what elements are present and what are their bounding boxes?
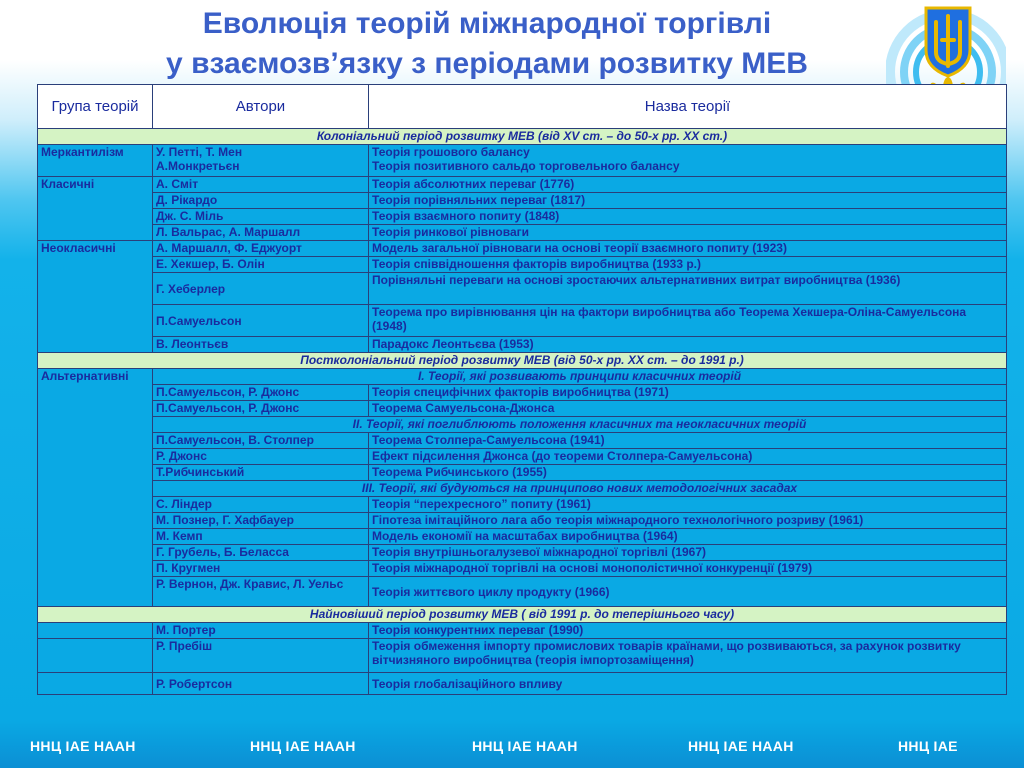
table-row <box>38 177 1007 193</box>
group-cell <box>38 639 153 673</box>
authors-cell: Р. Пребіш <box>153 639 369 673</box>
table-row <box>38 577 1007 607</box>
table-row <box>38 241 1007 257</box>
footer-org-label: ННЦ ІАЕ НААН <box>250 738 356 754</box>
theory-cell: Теорія життєвого циклу продукту (1966) <box>369 577 1007 607</box>
table-row <box>38 209 1007 225</box>
theory-cell: Гіпотеза імітаційного лага або теорія міжнародного технологічного розриву (1961) <box>369 513 1007 529</box>
group-cell: Неокласичні <box>38 241 153 353</box>
theory-cell: Теорія порівняльних переваг (1817) <box>369 193 1007 209</box>
authors-cell: С. Ліндер <box>153 497 369 513</box>
table-row <box>38 465 1007 481</box>
footer <box>0 738 1024 758</box>
authors-cell: Г. Хеберлер <box>153 273 369 305</box>
table-row <box>38 145 1007 177</box>
group-cell <box>38 673 153 695</box>
theory-cell: Модель загальної рівноваги на основі теорії взаємного попиту (1923) <box>369 241 1007 257</box>
group-cell <box>38 623 153 639</box>
period-colonial: Колоніальний період розвитку МЕВ (від XV ст. – до 50-х рр. XX ст.) <box>38 129 1007 145</box>
table-row <box>38 225 1007 241</box>
table-row <box>38 545 1007 561</box>
theory-cell: Теорія внутрішньогалузевої міжнародної торгівлі (1967) <box>369 545 1007 561</box>
table-header-row <box>38 85 1007 129</box>
table-row <box>38 385 1007 401</box>
authors-cell: У. Петті, Т. Мен А.Монкретьєн <box>153 145 369 177</box>
table-row <box>38 639 1007 673</box>
theory-cell: Теорія абсолютних переваг (1776) <box>369 177 1007 193</box>
theory-cell: Порівняльні переваги на основі зростаючих альтернативних витрат виробництва (1936) <box>369 273 1007 305</box>
subgroup-heading: ІІ. Теорії, які поглиблюють положення класичних та неокласичних теорій <box>153 417 1007 433</box>
table-row <box>38 193 1007 209</box>
theory-cell: Теорія співвідношення факторів виробництва (1933 р.) <box>369 257 1007 273</box>
table-row <box>38 673 1007 695</box>
theory-cell: Модель економії на масштабах виробництва (1964) <box>369 529 1007 545</box>
header-group: Група теорій <box>38 85 153 129</box>
authors-cell: М. Кемп <box>153 529 369 545</box>
theory-cell: Парадокс Леонтьєва (1953) <box>369 337 1007 353</box>
theory-cell: Теорема Столпера-Самуельсона (1941) <box>369 433 1007 449</box>
authors-cell: П.Самуельсон <box>153 305 369 337</box>
theory-cell: Теорія ринкової рівноваги <box>369 225 1007 241</box>
footer-org-label: ННЦ ІАЕ <box>898 738 958 754</box>
authors-cell: В. Леонтьєв <box>153 337 369 353</box>
authors-cell: Дж. С. Міль <box>153 209 369 225</box>
header-authors: Автори <box>153 85 369 129</box>
table-row <box>38 369 1007 385</box>
footer-org-label: ННЦ ІАЕ НААН <box>472 738 578 754</box>
table-row <box>38 513 1007 529</box>
period-row <box>38 607 1007 623</box>
footer-org-label: ННЦ ІАЕ НААН <box>688 738 794 754</box>
table-row <box>38 257 1007 273</box>
theories-table <box>37 84 1007 695</box>
authors-cell: Е. Хекшер, Б. Олін <box>153 257 369 273</box>
table-row <box>38 273 1007 305</box>
authors-cell: Р. Вернон, Дж. Кравис, Л. Уельс <box>153 577 369 607</box>
authors-cell: А. Сміт <box>153 177 369 193</box>
authors-cell: Д. Рікардо <box>153 193 369 209</box>
table-row <box>38 401 1007 417</box>
theory-cell: Теорія конкурентних переваг (1990) <box>369 623 1007 639</box>
table-row <box>38 497 1007 513</box>
group-cell: Меркантилізм <box>38 145 153 177</box>
subgroup-heading: ІІІ. Теорії, які будуються на принципово нових методологічних засадах <box>153 481 1007 497</box>
table-row <box>38 433 1007 449</box>
authors-cell: П.Самуельсон, Р. Джонс <box>153 401 369 417</box>
authors-cell: Г. Грубель, Б. Беласса <box>153 545 369 561</box>
theory-cell: Теорія обмеження імпорту промислових товарів країнами, що розвиваються, за рахунок розвитку вітчизняного виробництва (теорія імпортозаміщення) <box>369 639 1007 673</box>
theory-cell: Теорія глобалізаційного впливу <box>369 673 1007 695</box>
authors-cell: Р. Робертсон <box>153 673 369 695</box>
theory-cell: Теорія взаємного попиту (1848) <box>369 209 1007 225</box>
theory-cell: Ефект підсилення Джонса (до теореми Столпера-Самуельсона) <box>369 449 1007 465</box>
authors-cell: Т.Рибчинський <box>153 465 369 481</box>
authors-cell: М. Познер, Г. Хафбауер <box>153 513 369 529</box>
period-newest: Найновіший період розвитку МЕВ ( від 1991 р. до теперішнього часу) <box>38 607 1007 623</box>
period-postcolonial: Постколоніальний період розвитку МЕВ (від 50-х рр. XX ст. – до 1991 р.) <box>38 353 1007 369</box>
header-theory: Назва теорії <box>369 85 1007 129</box>
table-row <box>38 417 1007 433</box>
theory-cell: Теорія “перехресного” попиту (1961) <box>369 497 1007 513</box>
table-row <box>38 623 1007 639</box>
authors-cell: П. Кругмен <box>153 561 369 577</box>
table-row <box>38 305 1007 337</box>
authors-cell: А. Маршалл, Ф. Еджуорт <box>153 241 369 257</box>
theory-cell: Теорія специфічних факторів виробництва (1971) <box>369 385 1007 401</box>
theory-cell: Теорія міжнародної торгівлі на основі монополістичної конкуренції (1979) <box>369 561 1007 577</box>
authors-cell: М. Портер <box>153 623 369 639</box>
period-row <box>38 353 1007 369</box>
theory-cell: Теорія грошового балансу Теорія позитивного сальдо торговельного балансу <box>369 145 1007 177</box>
group-cell: Альтернативні <box>38 369 153 607</box>
period-row <box>38 129 1007 145</box>
authors-cell: Л. Вальрас, А. Маршалл <box>153 225 369 241</box>
slide-title <box>0 4 1024 84</box>
subgroup-heading: І. Теорії, які розвивають принципи класичних теорій <box>153 369 1007 385</box>
authors-cell: П.Самуельсон, Р. Джонс <box>153 385 369 401</box>
authors-cell: П.Самуельсон, В. Столпер <box>153 433 369 449</box>
table-row <box>38 449 1007 465</box>
table-row <box>38 337 1007 353</box>
table-row <box>38 481 1007 497</box>
group-cell: Класичні <box>38 177 153 241</box>
theory-cell: Теорема Самуельсона-Джонса <box>369 401 1007 417</box>
table-row <box>38 529 1007 545</box>
title-line-2: у взаємозв’язку з періодами розвитку МЕВ <box>166 47 808 80</box>
theory-cell: Теорема про вирівнювання цін на фактори виробництва або Теорема Хекшера-Оліна-Самуельсона (1948) <box>369 305 1007 337</box>
title-line-1: Еволюція теорій міжнародної торгівлі <box>202 7 772 40</box>
theory-cell: Теорема Рибчинського (1955) <box>369 465 1007 481</box>
authors-cell: Р. Джонс <box>153 449 369 465</box>
footer-org-label: ННЦ ІАЕ НААН <box>30 738 136 754</box>
table-row <box>38 561 1007 577</box>
